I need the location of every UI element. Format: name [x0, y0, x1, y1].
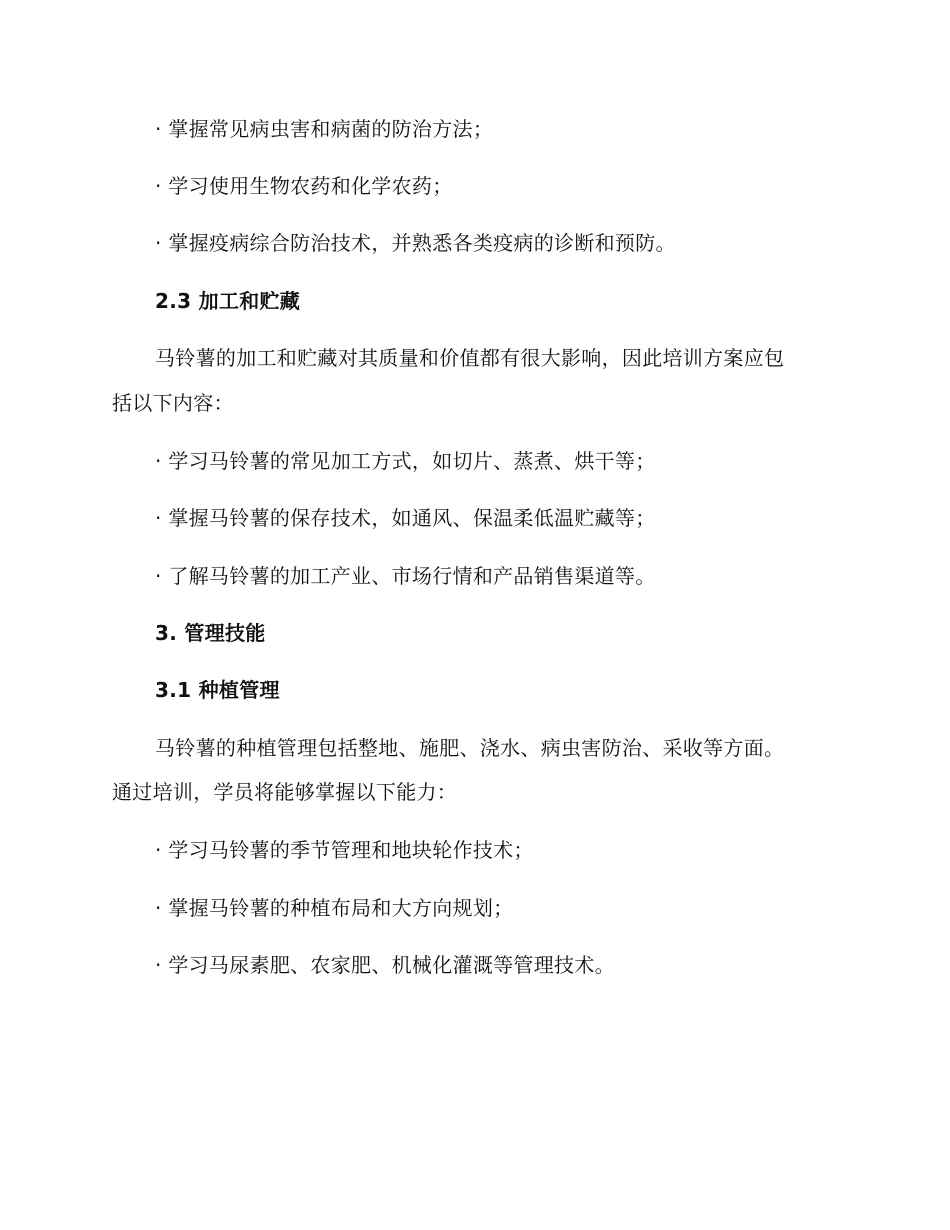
paragraph-line: 括以下内容：: [112, 391, 234, 415]
section-heading-3: 3. 管理技能: [155, 621, 266, 645]
paragraph-line: 马铃薯的种植管理包括整地、施肥、浇水、病虫害防治、采收等方面。: [155, 736, 785, 760]
bullet-item: · 学习马尿素肥、农家肥、机械化灌溉等管理技术。: [155, 953, 615, 977]
section-heading-3-1: 3.1 种植管理: [155, 678, 280, 702]
paragraph-line: 马铃薯的加工和贮藏对其质量和价值都有很大影响，因此培训方案应包: [155, 346, 785, 370]
bullet-item: · 掌握马铃薯的保存技术，如通风、保温柔低温贮藏等；: [155, 506, 656, 530]
paragraph-line: 通过培训，学员将能够掌握以下能力：: [112, 780, 458, 804]
bullet-item: · 学习马铃薯的季节管理和地块轮作技术；: [155, 838, 534, 862]
section-heading-2-3: 2.3 加工和贮藏: [155, 289, 301, 313]
bullet-item: · 掌握常见病虫害和病菌的防治方法；: [155, 117, 494, 141]
bullet-item: · 了解马铃薯的加工产业、市场行情和产品销售渠道等。: [155, 564, 656, 588]
bullet-item: · 掌握疫病综合防治技术，并熟悉各类疫病的诊断和预防。: [155, 231, 676, 255]
bullet-item: · 学习使用生物农药和化学农药；: [155, 174, 453, 198]
bullet-item: · 掌握马铃薯的种植布局和大方向规划；: [155, 896, 514, 920]
bullet-item: · 学习马铃薯的常见加工方式，如切片、蒸煮、烘干等；: [155, 449, 656, 473]
